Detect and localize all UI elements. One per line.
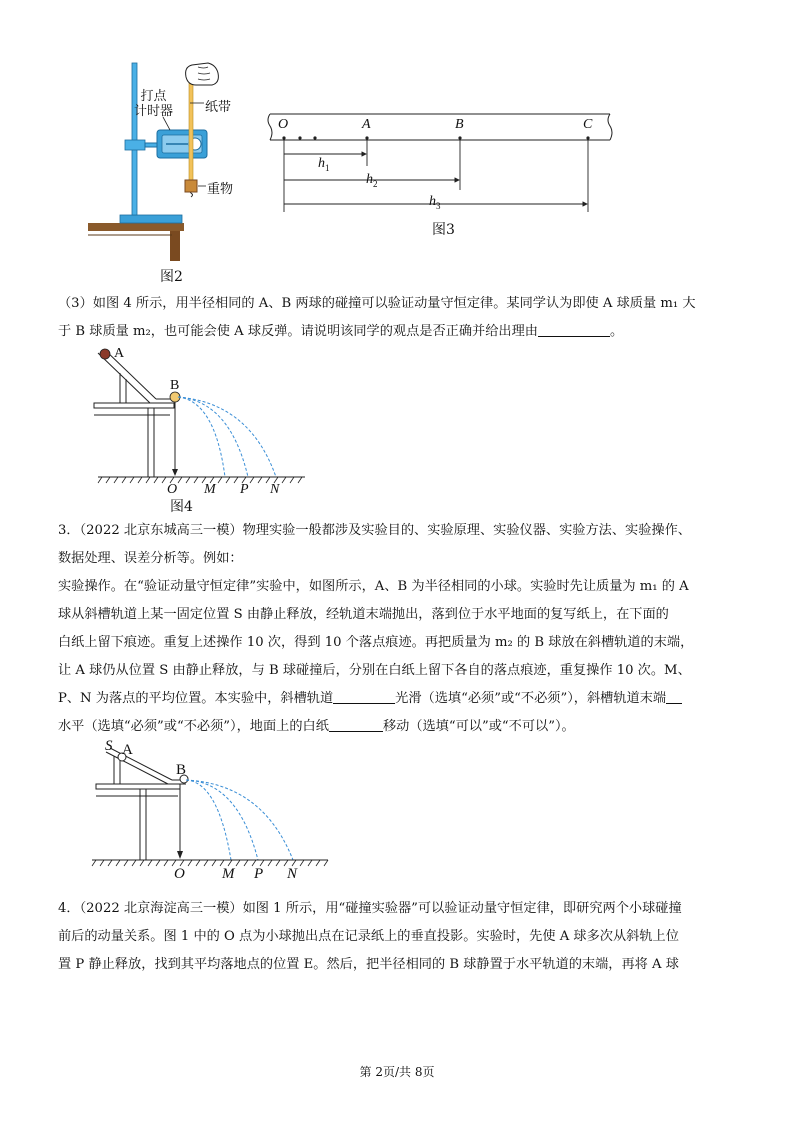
stand-base bbox=[120, 215, 182, 223]
trajectory-n bbox=[178, 397, 276, 477]
fig4-caption: 图4 bbox=[170, 499, 193, 515]
q_3-blank-1[interactable] bbox=[333, 687, 395, 704]
fig5-label-m: M bbox=[222, 866, 235, 882]
timer-label-line2: 计时器 bbox=[134, 104, 174, 119]
label-h1 bbox=[318, 156, 330, 173]
fig5-label-n: N bbox=[287, 866, 298, 882]
stand-pole bbox=[132, 63, 137, 215]
h1-subscript: 1 bbox=[325, 162, 330, 173]
point-c bbox=[586, 136, 589, 139]
fig5-label-a: A bbox=[122, 742, 133, 758]
ball-a bbox=[100, 349, 110, 359]
paper-tape bbox=[189, 73, 193, 183]
point-a bbox=[365, 136, 368, 139]
label-a: A bbox=[362, 117, 371, 132]
h1-symbol: h bbox=[318, 156, 325, 171]
q_3-line8-b: 移动（选填“可以”或“不可以”）。 bbox=[382, 719, 575, 734]
q3-answer-blank[interactable] bbox=[538, 320, 610, 337]
figure-3-tape bbox=[262, 108, 622, 228]
label-h3 bbox=[429, 194, 441, 211]
q_4-line2: 前后的动量关系。图 1 中的 O 点为小球抛出点在记录纸上的垂直投影。实验时，先使 A 球多次从斜轨上位 bbox=[58, 929, 679, 944]
page-footer: 第 2页/共 8页 bbox=[359, 1065, 435, 1079]
weight-label: 重物 bbox=[207, 182, 234, 197]
h3-symbol: h bbox=[429, 194, 436, 209]
q_3-blank-3[interactable] bbox=[329, 715, 383, 732]
figure-4-collision bbox=[90, 345, 320, 490]
fig5-trajectory-m bbox=[186, 780, 231, 860]
timer-label-line1: 打点 bbox=[140, 89, 167, 104]
timer-label bbox=[134, 89, 173, 119]
q_4-line3: 置 P 静止释放，找到其平均落地点的位置 E。然后，把半径相同的 B 球静置于水平轨道的末端，再将 A 球 bbox=[58, 957, 679, 972]
q_3-line7 bbox=[58, 685, 748, 713]
trajectory-p bbox=[178, 397, 248, 477]
label-o: O bbox=[278, 117, 289, 132]
q_3-line4: 球从斜槽轨道上某一固定位置 S 由静止释放，经轨道末端抛出，落到位于水平地面的复写纸上，在下面的 bbox=[58, 607, 669, 622]
fig5-label-o: O bbox=[174, 866, 185, 882]
q3-line2-end: 。 bbox=[609, 324, 624, 339]
fig4-label-p: P bbox=[240, 482, 249, 497]
q_3-line7-a: P、N 为落点的平均位置。本实验中，斜槽轨道 bbox=[58, 691, 334, 706]
tape-label: 纸带 bbox=[205, 100, 232, 115]
label-c: C bbox=[583, 117, 593, 132]
q_3-line1: 3．（2022 北京东城高三一模）物理实验一般都涉及实验目的、实验原理、实验仪器、实验方法、实验操作、 bbox=[58, 523, 691, 538]
question-4 bbox=[58, 895, 748, 979]
fig2-caption: 图2 bbox=[160, 269, 183, 285]
q_3-blank-2[interactable] bbox=[666, 687, 682, 704]
fig4-label-b: B bbox=[170, 378, 180, 393]
q_3-line8-a: 水平（选填“必须”或“不必须”），地面上的白纸 bbox=[58, 719, 329, 734]
q_3-line6: 让 A 球仍从位置 S 由静止释放，与 B 球碰撞后，分别在白纸上留下各自的落点痕迹，重复操作 10 次。M、 bbox=[58, 663, 691, 678]
q3-line2-text: 于 B 球质量 m₂，也可能会使 A 球反弹。请说明该同学的观点是否正确并给出理由 bbox=[58, 324, 538, 339]
fig5-trajectory-n bbox=[186, 780, 293, 860]
q_3-line3: 实验操作。在“验证动量守恒定律”实验中，如图所示，A、B 为半径相同的小球。实验时先让质量为 m₁ 的 A bbox=[58, 579, 689, 594]
h2-subscript: 2 bbox=[373, 178, 378, 189]
fig5-label-p: P bbox=[254, 866, 264, 882]
fig4-label-m: M bbox=[204, 482, 216, 497]
fig5-label-s: S bbox=[105, 738, 113, 754]
q_3-line7-b: 光滑（选填“必须”或“不必须”），斜槽轨道末端 bbox=[395, 691, 667, 706]
fig4-label-n: N bbox=[270, 482, 280, 497]
q_3-line5: 白纸上留下痕迹。重复上述操作 10 次，得到 10 个落点痕迹。再把质量为 m₂ 的 B 球放在斜槽轨道的末端， bbox=[58, 635, 694, 650]
h3-subscript: 3 bbox=[436, 200, 441, 211]
q3-line2 bbox=[58, 318, 748, 346]
table-top bbox=[88, 223, 184, 231]
q_4-line1: 4．（2022 北京海淀高三一模）如图 1 所示，用“碰撞实验器”可以验证动量守恒定律，即研究两个小球碰撞 bbox=[58, 901, 682, 916]
label-h2 bbox=[366, 172, 378, 189]
trajectory-m bbox=[178, 397, 225, 477]
point-o bbox=[282, 136, 285, 139]
fig3-caption: 图3 bbox=[432, 222, 455, 238]
q_3-line2: 数据处理、误差分析等。例如： bbox=[58, 551, 243, 566]
question-3-sub bbox=[58, 290, 748, 346]
fig5-label-b: B bbox=[176, 762, 187, 778]
fig4-label-o: O bbox=[167, 482, 178, 497]
q_3-line8 bbox=[58, 713, 748, 741]
question-3 bbox=[58, 517, 748, 741]
fig4-label-a: A bbox=[114, 346, 125, 361]
label-b: B bbox=[455, 117, 464, 132]
point-b bbox=[458, 136, 461, 139]
weight-block bbox=[185, 180, 197, 192]
h2-symbol: h bbox=[366, 172, 373, 187]
q3-line1: （3）如图 4 所示，用半径相同的 A、B 两球的碰撞可以验证动量守恒定律。某同学认为即使 A 球质量 m₁ 大 bbox=[58, 296, 696, 311]
